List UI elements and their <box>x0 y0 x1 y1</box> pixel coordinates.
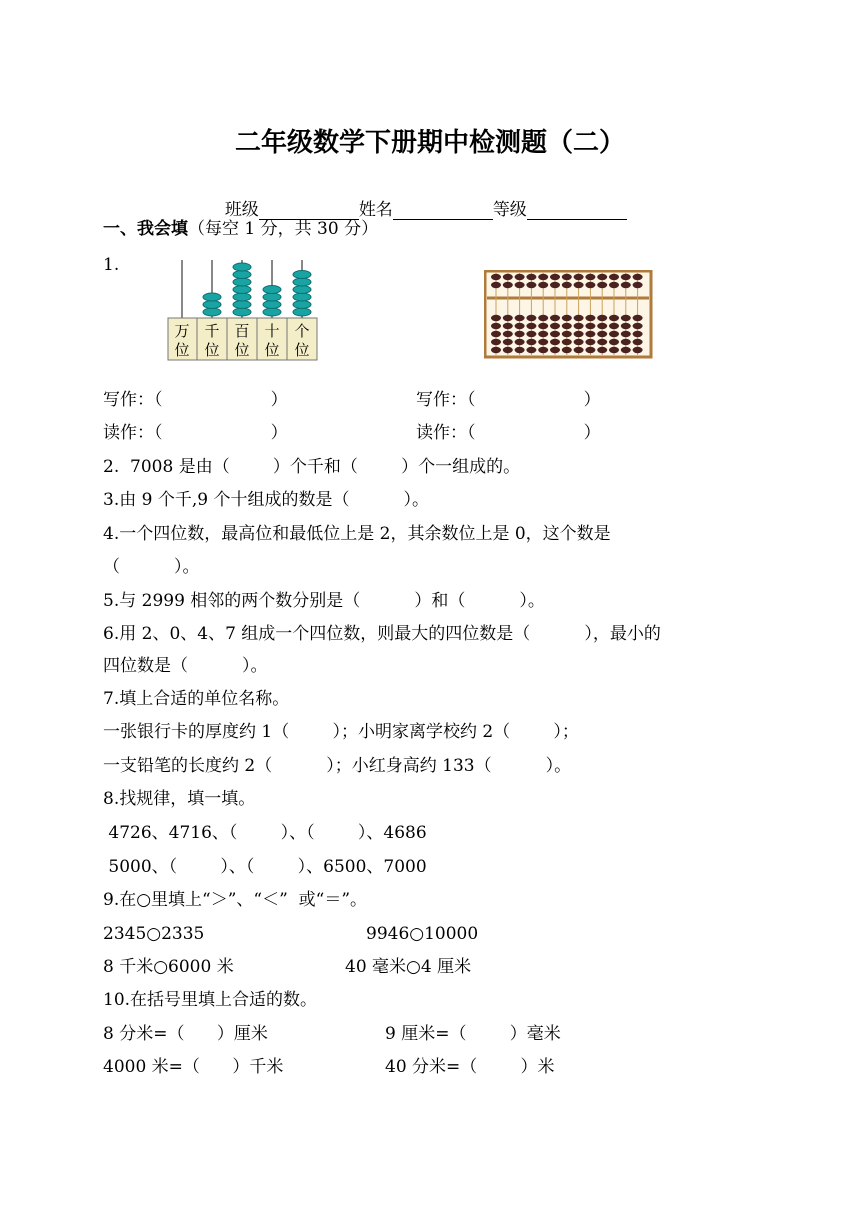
bead <box>233 286 251 294</box>
page-title: 二年级数学下册期中检测题（二） <box>234 128 625 158</box>
q8-line2: 5000、（ ）、（ ）、6500、7000 <box>103 857 427 877</box>
suanpan-bead <box>597 331 607 337</box>
q7-line2: 一支铅笔的长度约 2（ ）；小红身高约 133（ ）。 <box>103 756 572 776</box>
suanpan-bead <box>538 347 548 353</box>
q6-line1: 6.用 2、0、4、7 组成一个四位数，则最大的四位数是（ ），最小的 <box>103 624 661 644</box>
suanpan-bead <box>550 339 560 345</box>
suanpan-bead <box>503 347 513 353</box>
q9-item4: 40 毫米○4 厘米 <box>345 957 472 977</box>
suanpan-bead <box>562 274 572 280</box>
bead <box>293 278 311 286</box>
bead <box>293 293 311 301</box>
suanpan-bead <box>574 282 584 288</box>
suanpan-bead <box>633 339 643 345</box>
q10: 10.在括号里填上合适的数。 <box>103 990 318 1010</box>
suanpan-bead <box>574 323 584 329</box>
suanpan-bead <box>503 339 513 345</box>
q9-item2: 9946○10000 <box>366 924 479 944</box>
suanpan-bead <box>491 282 501 288</box>
q7: 7.填上合适的单位名称。 <box>103 689 290 709</box>
suanpan-bead <box>503 331 513 337</box>
bead <box>263 293 281 301</box>
q1-read-right: 读作：（ ） <box>416 423 601 443</box>
suanpan-bead <box>503 274 513 280</box>
q2: 2. 7008 是由（ ）个千和（ ）个一组成的。 <box>103 457 521 477</box>
suanpan-bead <box>609 323 619 329</box>
suanpan-bead <box>491 323 501 329</box>
bead <box>293 271 311 279</box>
suanpan-bead <box>515 282 525 288</box>
suanpan-bead <box>550 347 560 353</box>
bead <box>233 263 251 271</box>
suanpan-bead <box>562 315 572 321</box>
label-wan-2: 位 <box>174 341 190 359</box>
suanpan-bead <box>538 339 548 345</box>
grade-blank[interactable] <box>527 201 627 220</box>
suanpan-bead <box>609 339 619 345</box>
bead <box>203 301 221 309</box>
suanpan-bead <box>491 315 501 321</box>
q10-item4: 40 分米=（ ）米 <box>385 1057 555 1077</box>
suanpan-bead <box>515 347 525 353</box>
label-qian-1: 千 <box>204 322 220 340</box>
suanpan-bead <box>526 323 536 329</box>
q10-item1: 8 分米=（ ）厘米 <box>103 1024 268 1044</box>
q7-line1: 一张银行卡的厚度约 1（ ）；小明家离学校约 2（ ）； <box>103 722 579 742</box>
suanpan-bead <box>515 274 525 280</box>
suanpan-bead <box>491 347 501 353</box>
bead <box>233 308 251 316</box>
suanpan-bead <box>585 339 595 345</box>
suanpan-bead <box>550 323 560 329</box>
suanpan-bead <box>526 347 536 353</box>
q9: 9.在○里填上“＞”、“＜” 或“＝”。 <box>103 890 368 910</box>
suanpan-bead <box>550 282 560 288</box>
suanpan-bead <box>609 274 619 280</box>
bead <box>233 301 251 309</box>
suanpan-bead <box>503 315 513 321</box>
suanpan-bead <box>597 274 607 280</box>
suanpan-bead <box>538 315 548 321</box>
suanpan-bead <box>633 282 643 288</box>
bead <box>263 301 281 309</box>
suanpan-bead <box>609 331 619 337</box>
suanpan-bead <box>621 339 631 345</box>
suanpan-bead <box>503 282 513 288</box>
suanpan-bead <box>550 331 560 337</box>
label-ge-1: 个 <box>294 322 310 340</box>
suanpan-bead <box>550 274 560 280</box>
suanpan-bead <box>526 315 536 321</box>
label-shi-1: 十 <box>264 322 280 340</box>
bead <box>293 286 311 294</box>
q3: 3.由 9 个千,9 个十组成的数是（ ）。 <box>103 490 430 510</box>
suanpan-bead <box>585 315 595 321</box>
suanpan-bead <box>585 274 595 280</box>
student-info-line <box>214 180 627 220</box>
bead <box>263 286 281 294</box>
suanpan-bead <box>621 315 631 321</box>
suanpan-bead <box>633 274 643 280</box>
class-label: 班级 <box>224 200 259 220</box>
suanpan-bead <box>538 323 548 329</box>
suanpan-bead <box>585 282 595 288</box>
bead <box>233 293 251 301</box>
suanpan-bead <box>633 323 643 329</box>
suanpan-bead <box>621 347 631 353</box>
label-qian-2: 位 <box>204 341 220 359</box>
q8-line1: 4726、4716、（ ）、（ ）、4686 <box>103 823 427 843</box>
label-ge-2: 位 <box>294 341 310 359</box>
label-wan-1: 万 <box>174 322 190 340</box>
name-label: 姓名 <box>358 200 393 220</box>
suanpan-bead <box>526 282 536 288</box>
suanpan-bead <box>538 331 548 337</box>
bead <box>233 271 251 279</box>
q1-write-right: 写作：（ ） <box>416 390 601 410</box>
suanpan-bead <box>585 331 595 337</box>
label-bai-1: 百 <box>234 322 250 340</box>
suanpan-bead <box>574 331 584 337</box>
suanpan-bead <box>621 282 631 288</box>
q1-write-left: 写作：（ ） <box>103 390 288 410</box>
q1-read-left: 读作：（ ） <box>103 423 288 443</box>
suanpan-bead <box>538 282 548 288</box>
bead <box>293 301 311 309</box>
bead <box>293 308 311 316</box>
suanpan-bead <box>574 315 584 321</box>
class-blank[interactable] <box>259 201 359 220</box>
q10-item2: 9 厘米=（ ）毫米 <box>385 1024 561 1044</box>
suanpan-bead <box>526 331 536 337</box>
suanpan-abacus-image <box>484 270 654 360</box>
suanpan-bead <box>633 347 643 353</box>
q1-number: 1. <box>103 255 120 275</box>
suanpan-bead <box>562 347 572 353</box>
suanpan-bead <box>621 323 631 329</box>
bead <box>233 278 251 286</box>
suanpan-bead <box>538 274 548 280</box>
suanpan-bead <box>609 347 619 353</box>
suanpan-bead <box>562 282 572 288</box>
suanpan-bead <box>621 331 631 337</box>
suanpan-bead <box>574 347 584 353</box>
suanpan-bead <box>597 339 607 345</box>
suanpan-bead <box>515 339 525 345</box>
suanpan-bead <box>574 339 584 345</box>
suanpan-bead <box>491 331 501 337</box>
suanpan-bead <box>597 315 607 321</box>
q4-line2: （ ）。 <box>103 557 200 577</box>
q5: 5.与 2999 相邻的两个数分别是（ ）和（ ）。 <box>103 591 545 611</box>
suanpan-bead <box>562 331 572 337</box>
suanpan-bead <box>633 331 643 337</box>
bead <box>203 308 221 316</box>
suanpan-bead <box>550 315 560 321</box>
suanpan-bead <box>597 347 607 353</box>
q9-item1: 2345○2335 <box>103 924 205 944</box>
suanpan-bead <box>621 274 631 280</box>
suanpan-bead <box>585 347 595 353</box>
label-shi-2: 位 <box>264 341 280 359</box>
suanpan-bead <box>526 274 536 280</box>
suanpan-bead <box>562 323 572 329</box>
grade-label: 等级 <box>492 200 527 220</box>
suanpan-bead <box>562 339 572 345</box>
suanpan-bead <box>609 282 619 288</box>
suanpan-bead <box>597 323 607 329</box>
section-1-heading: 一、我会填（每空 1 分，共 30 分） <box>103 219 379 239</box>
suanpan-bead <box>515 323 525 329</box>
q4-line1: 4.一个四位数，最高位和最低位上是 2，其余数位上是 0，这个数是 <box>103 524 611 544</box>
bead <box>263 308 281 316</box>
suanpan-bead <box>597 282 607 288</box>
q8: 8.找规律，填一填。 <box>103 789 256 809</box>
suanpan-bead <box>526 339 536 345</box>
q9-item3: 8 千米○6000 米 <box>103 957 234 977</box>
name-blank[interactable] <box>393 201 493 220</box>
q10-item3: 4000 米=（ ）千米 <box>103 1057 284 1077</box>
suanpan-bead <box>491 339 501 345</box>
suanpan-bead <box>515 331 525 337</box>
suanpan-bead <box>574 274 584 280</box>
suanpan-bead <box>503 323 513 329</box>
suanpan-bead <box>633 315 643 321</box>
suanpan-bead <box>609 315 619 321</box>
bead <box>203 293 221 301</box>
suanpan-bead <box>585 323 595 329</box>
q6-line2: 四位数是（ ）。 <box>103 656 268 676</box>
label-bai-2: 位 <box>234 341 250 359</box>
counting-frame-image <box>164 256 324 364</box>
suanpan-bead <box>491 274 501 280</box>
suanpan-bead <box>515 315 525 321</box>
